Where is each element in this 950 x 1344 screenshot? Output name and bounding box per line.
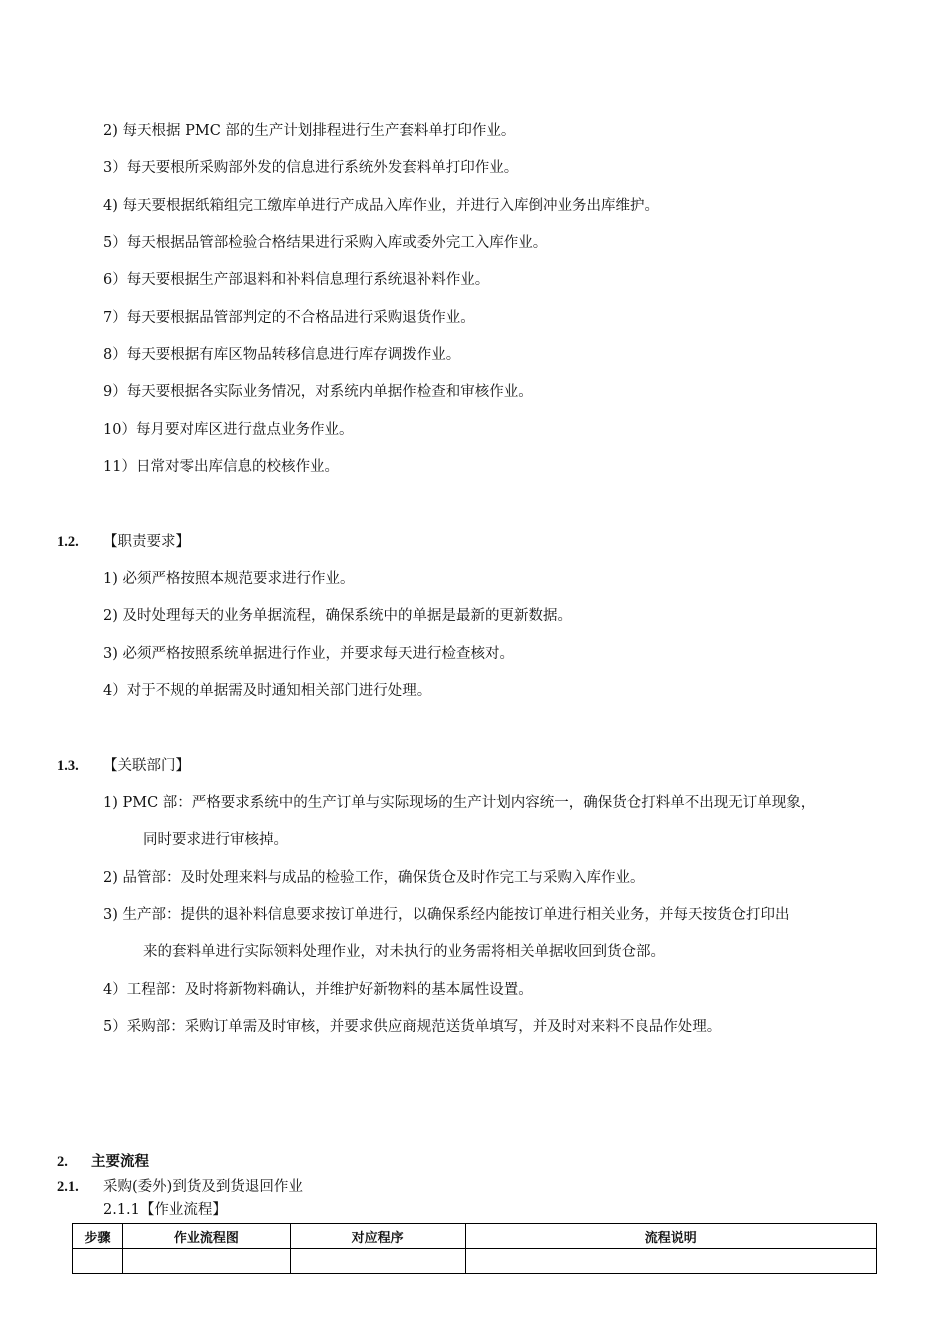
section-title: 主要流程 [91,1153,149,1170]
duty-item: 3）每天要根所采购部外发的信息进行系统外发套料单打印作业。 [103,160,519,176]
section-number: 2. [57,1154,68,1170]
duty-item: 2) 每天根据 PMC 部的生产计划排程进行生产套料单打印作业。 [103,123,516,139]
section-heading-2 [57,1153,149,1171]
requirement-item: 4）对于不规的单据需及时通知相关部门进行处理。 [103,683,432,699]
column-header-flowchart: 作业流程图 [122,1224,290,1249]
column-header-step: 步骤 [73,1224,123,1249]
subsection-title: 2.1.1【作业流程】 [103,1202,227,1218]
table-cell [122,1249,290,1274]
duty-item: 10）每月要对库区进行盘点业务作业。 [103,422,354,438]
duty-item: 6）每天要根据生产部退料和补料信息理行系统退补料作业。 [103,272,490,288]
requirement-item: 2) 及时处理每天的业务单据流程，确保系统中的单据是最新的更新数据。 [103,608,572,624]
department-item: 2) 品管部：及时处理来料与成品的检验工作，确保货仓及时作完工与采购入库作业。 [103,870,645,886]
duty-item: 11）日常对零出库信息的校核作业。 [103,459,339,475]
table-cell [465,1249,877,1274]
section-title: 采购(委外)到货及到货退回作业 [103,1179,303,1195]
section-heading-2-1 [57,1178,303,1196]
duty-item: 9）每天要根据各实际业务情况，对系统内单据作检查和审核作业。 [103,384,533,400]
section-title: 【职责要求】 [103,534,190,550]
section-title: 【关联部门】 [103,758,190,774]
table-cell [73,1249,123,1274]
department-item: 5）采购部：采购订单需及时审核，并要求供应商规范送货单填写，并及时对来料不良品作处理。 [103,1019,722,1035]
department-item: 3) 生产部：提供的退补料信息要求按订单进行，以确保系经内能按订单进行相关业务，并每天按货仓打印出 [103,907,790,923]
department-item: 1) PMC 部：严格要求系统中的生产订单与实际现场的生产计划内容统一，确保货仓打料单不出现无订单现象， [103,795,816,811]
table-cell [290,1249,465,1274]
duty-item: 4) 每天要根据纸箱组完工缴库单进行产成品入库作业，并进行入库倒冲业务出库维护。 [103,198,659,214]
section-number: 1.2. [57,534,79,550]
requirement-item: 3) 必须严格按照系统单据进行作业，并要求每天进行检查核对。 [103,646,514,662]
column-header-procedure: 对应程序 [290,1224,465,1249]
section-number: 1.3. [57,758,79,774]
duty-item: 8）每天要根据有库区物品转移信息进行库存调拨作业。 [103,347,461,363]
section-heading-1-2 [57,533,190,551]
department-item: 4）工程部：及时将新物料确认，并维护好新物料的基本属性设置。 [103,982,533,998]
section-heading-1-3 [57,757,190,775]
requirement-item: 1) 必须严格按照本规范要求进行作业。 [103,571,355,587]
column-header-description: 流程说明 [465,1224,877,1249]
flow-table [72,1223,877,1274]
table-header-row [73,1224,877,1249]
duty-item: 5）每天根据品管部检验合格结果进行采购入库或委外完工入库作业。 [103,235,548,251]
table-row [73,1249,877,1274]
department-item-continued: 来的套料单进行实际领料处理作业，对未执行的业务需将相关单据收回到货仓部。 [143,944,665,960]
duty-item: 7）每天要根据品管部判定的不合格品进行采购退货作业。 [103,310,475,326]
department-item-continued: 同时要求进行审核掉。 [143,832,288,848]
section-number: 2.1. [57,1179,79,1195]
